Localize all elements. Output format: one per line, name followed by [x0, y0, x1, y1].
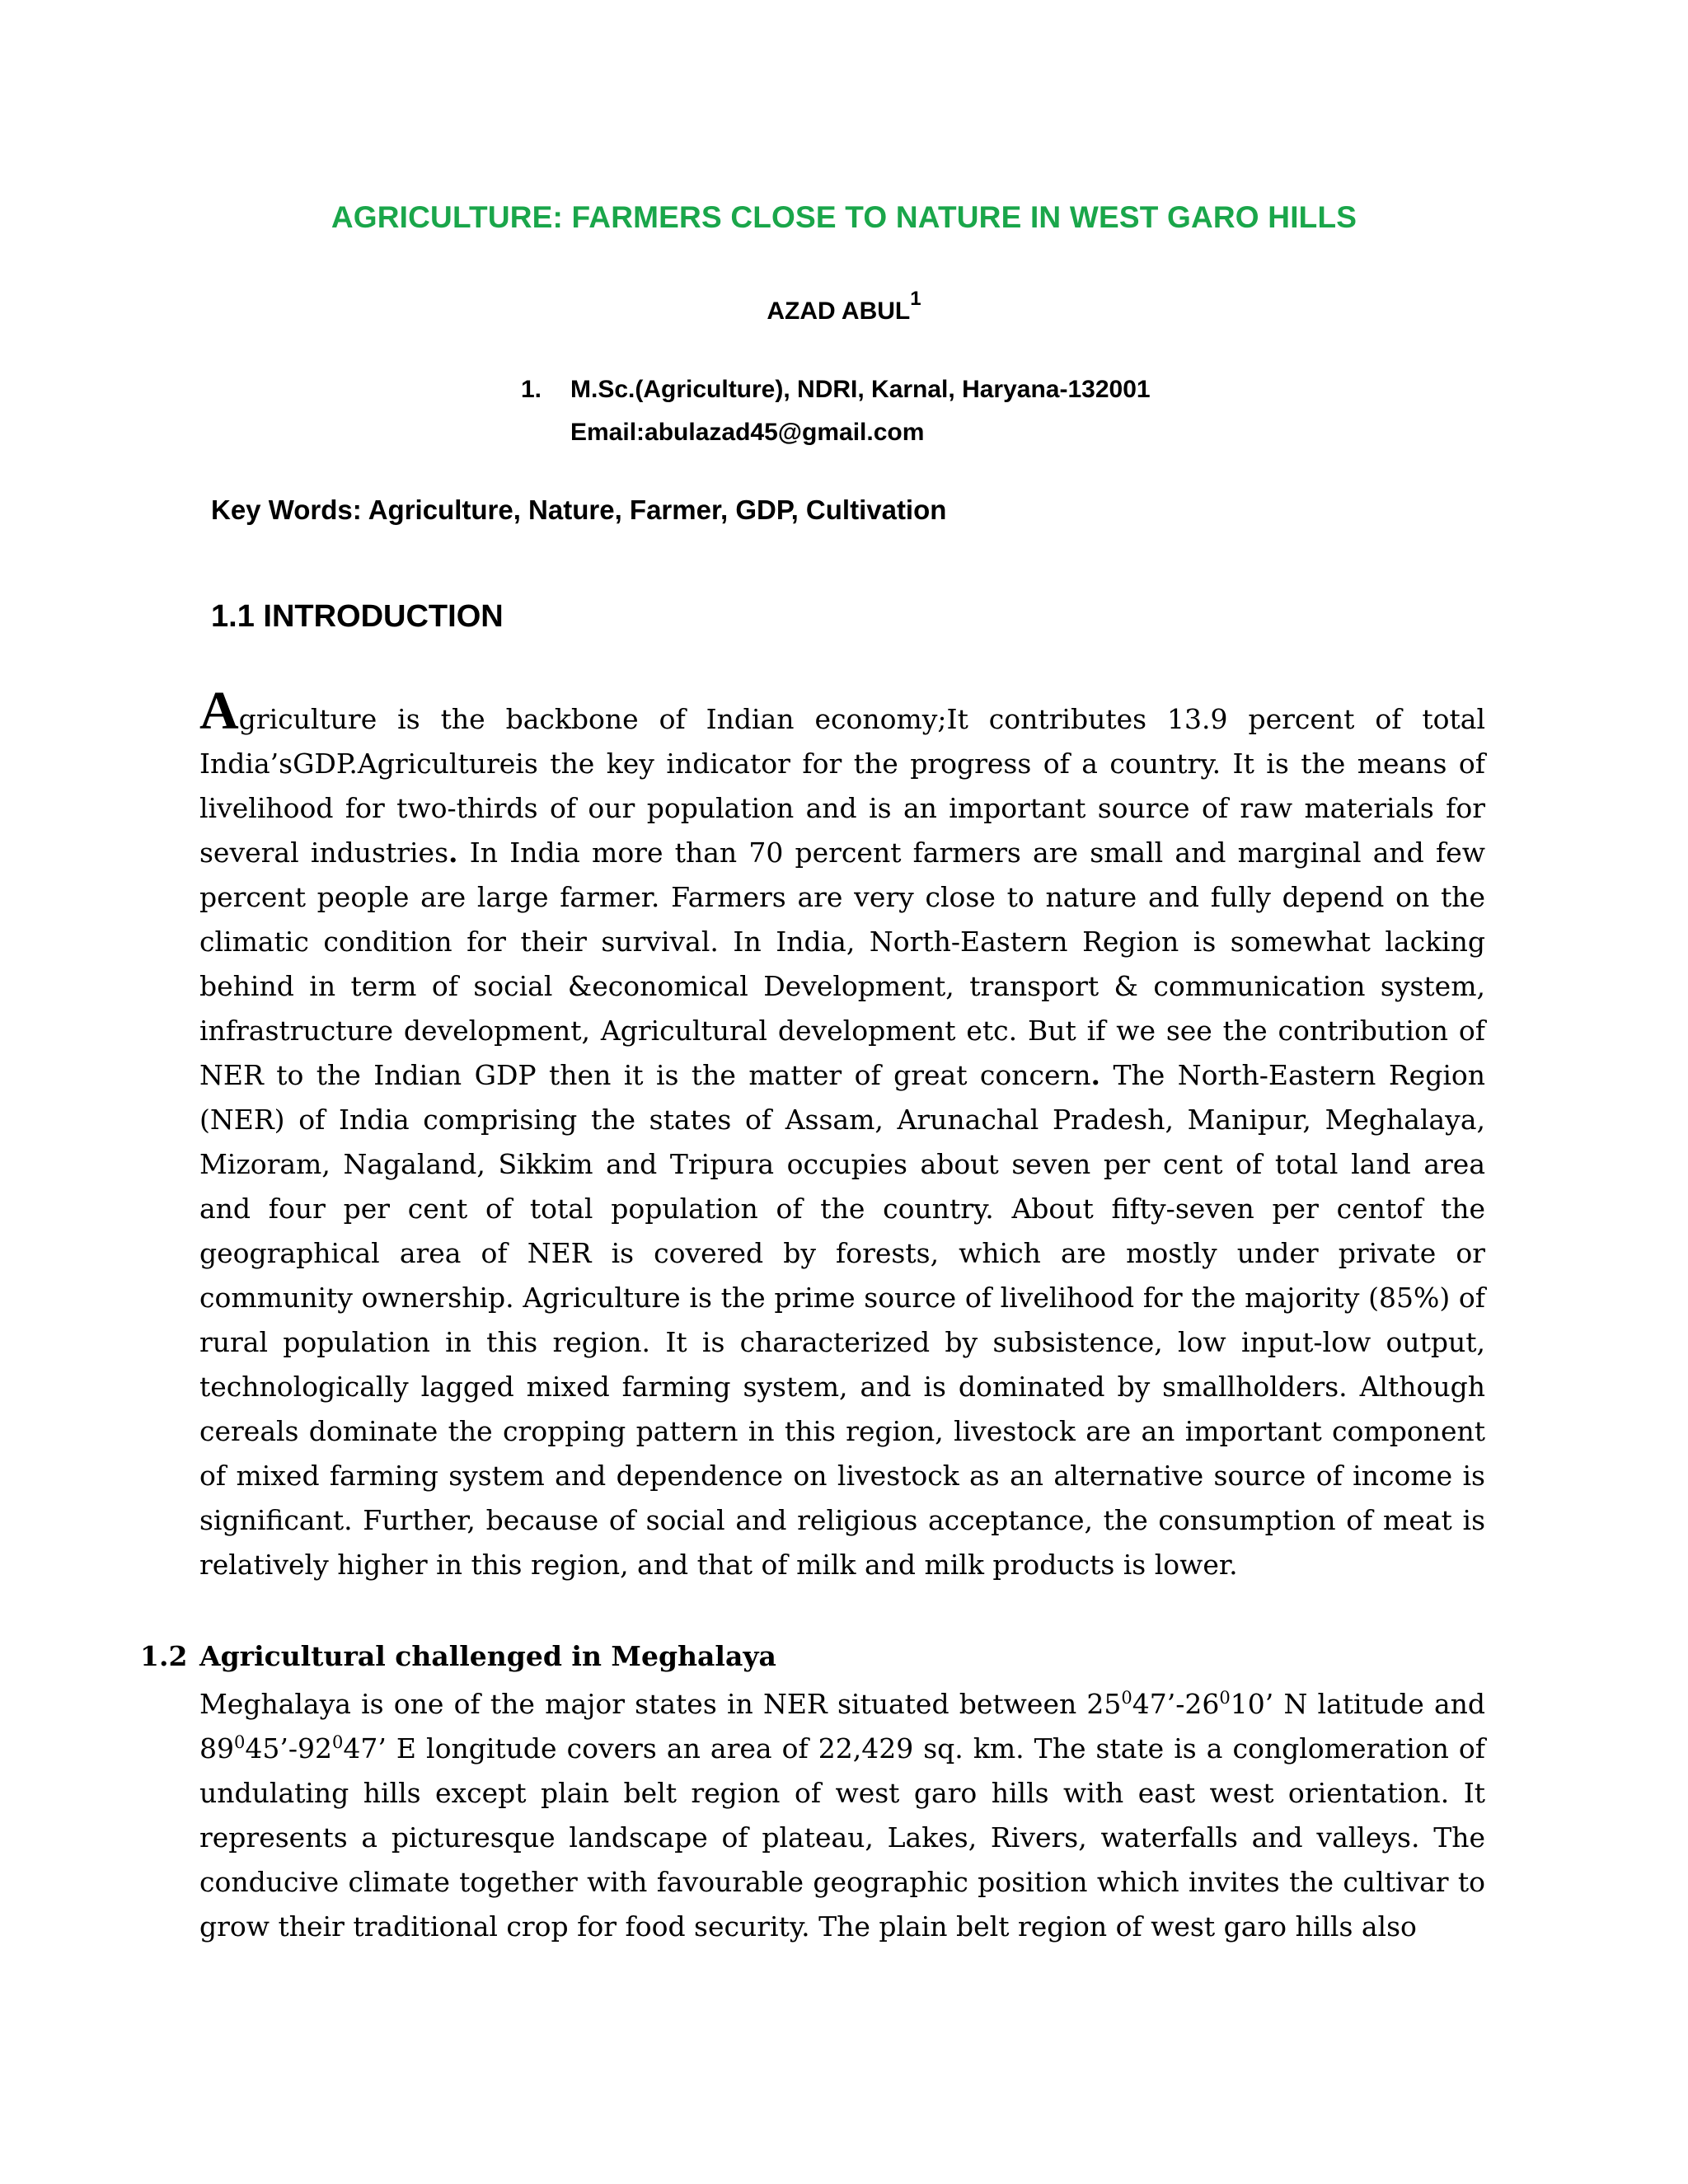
- keywords: Key Words: Agriculture, Nature, Farmer, GDP, Cultivation: [211, 494, 947, 525]
- paper-title: AGRICULTURE: FARMERS CLOSE TO NATURE IN WEST GARO HILLS: [331, 200, 1357, 234]
- degree-mark: 0: [234, 1732, 246, 1752]
- degree-mark: 0: [1219, 1688, 1231, 1708]
- meghalaya-text-1: Meghalaya is one of the major states in NER situated between 25: [199, 1688, 1122, 1720]
- degree-mark: 0: [332, 1732, 344, 1752]
- section-number: 1.2: [140, 1640, 188, 1672]
- intro-text-part-2: In India more than 70 percent farmers are small and marginal and few percent people are large farmer. Farmers are very close to nature and fully depend on the climatic condition for their survival. In India, North-Eastern Region is somewhat lacking behind in term of social &economical Development, transport & communication system, infrastructure development, Agricultural development etc. But if we see the contribution of NER to the Indian GDP then it is the matter of great concern: [199, 837, 1485, 1091]
- meghalaya-text-2: 47’-26: [1132, 1688, 1220, 1720]
- affiliation-number: 1.: [521, 376, 542, 403]
- intro-text-part-1: griculture is the backbone of Indian economy;It contributes 13.9 percent of total India’sGDP.Agricultureis the key indicator for the progress of a country. It is the means of livelihood for two-thirds of our population and is an important source of raw materials for several industries: [199, 703, 1485, 869]
- affiliation-institution: M.Sc.(Agriculture), NDRI, Karnal, Haryana-132001: [570, 376, 1151, 403]
- author-line: [0, 288, 1688, 326]
- meghalaya-text-3: 10’ N latitude and 89: [199, 1688, 1485, 1765]
- affiliation-email: Email:abulazad45@gmail.com: [570, 419, 925, 446]
- meghalaya-paragraph: [199, 1682, 1485, 1949]
- intro-text-part-3: The North-Eastern Region (NER) of India comprising the states of Assam, Arunachal Pradesh, Manipur, Meghalaya, Mizoram, Nagaland, Sikkim and Tripura occupies about seven per cent of total land area and four per cent of total population of the country. About fifty-seven per centof the geographical area of NER is covered by forests, which are mostly under private or community ownership. Agriculture is the prime source of livelihood for the majority (85%) of rural population in this region. It is characterized by subsistence, low input-low output, technologically lagged mixed farming system, and is dominated by smallholders. Although cereals dominate the cropping pattern in this region, livestock are an important component of mixed farming system and dependence on livestock as an alternative source of income is significant. Further, because of social and religious acceptance, the consumption of meat is relatively higher in this region, and that of milk and milk products is lower.: [199, 1059, 1485, 1581]
- author-affiliation-marker: 1: [910, 288, 921, 310]
- bold-period: .: [1090, 1059, 1101, 1091]
- section-title: Agricultural challenged in Meghalaya: [199, 1640, 776, 1672]
- section-heading-meghalaya: [140, 1640, 776, 1672]
- affiliation-line: [521, 368, 1151, 411]
- degree-mark: 0: [1121, 1688, 1132, 1708]
- section-heading-introduction: 1.1 INTRODUCTION: [211, 599, 504, 634]
- drop-cap: A: [199, 681, 239, 741]
- affiliation-block: [521, 368, 1151, 454]
- bold-period: .: [448, 837, 458, 869]
- meghalaya-text-4: 45’-92: [245, 1732, 332, 1765]
- introduction-paragraph: [199, 681, 1485, 1587]
- meghalaya-text-5: 47’ E longitude covers an area of 22,429 sq. km. The state is a conglomeration of undulating hills except plain belt region of west garo hills with east west orientation. It represents a picturesque landscape of plateau, Lakes, Rivers, waterfalls and valleys. The conducive climate together with favourable geographic position which invites the cultivar to grow their traditional crop for food security. The plain belt region of west garo hills also: [199, 1732, 1485, 1943]
- author-name: AZAD ABUL: [767, 298, 911, 325]
